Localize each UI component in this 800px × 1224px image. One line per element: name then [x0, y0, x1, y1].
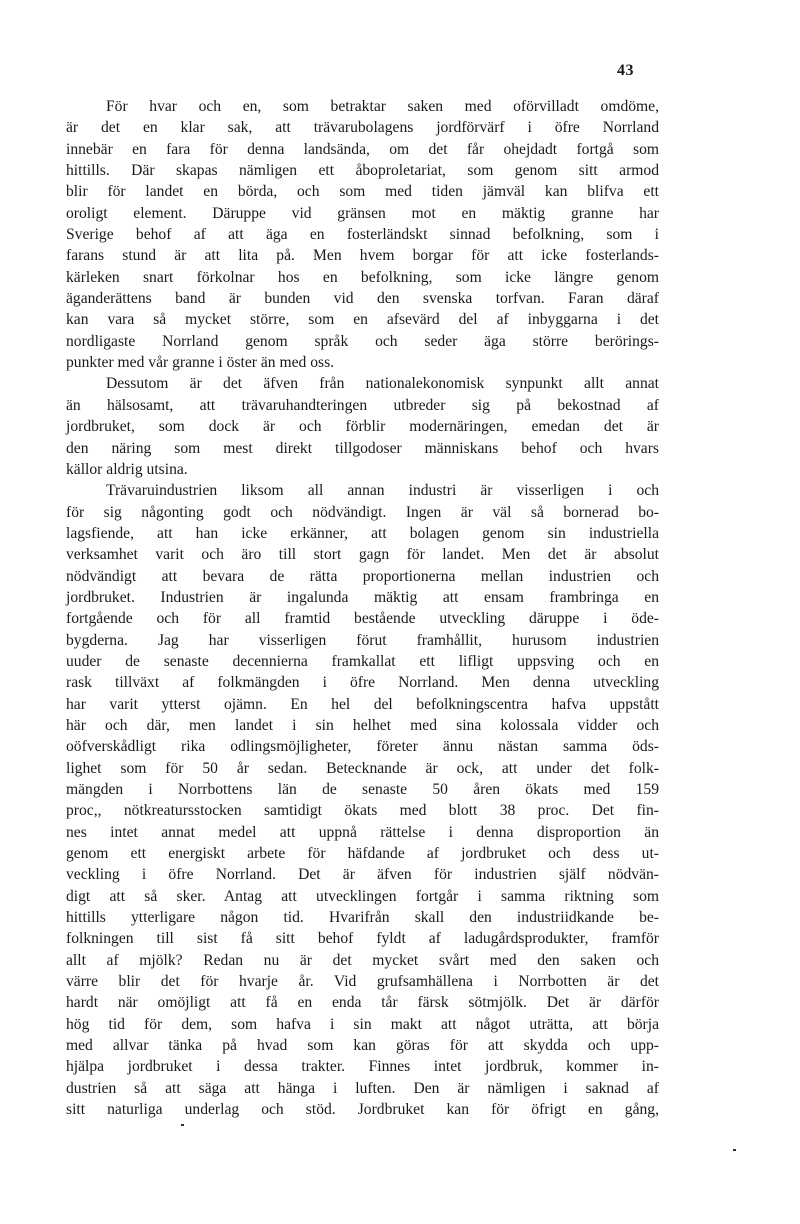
text-line: sitt naturliga underlag och stöd. Jordbruket kan för öfrigt en gång,: [66, 1101, 659, 1119]
text-line: hardt när omöjligt att få en enda tår färsk sötmjölk. Det är därför: [66, 994, 659, 1012]
text-line: är det en klar sak, att trävarubolagens jordförvärf i öfre Norrland: [66, 119, 659, 137]
text-line: För hvar och en, som betraktar saken med oförvilladt omdöme,: [106, 98, 659, 115]
text-line: jordbruket. Industrien är ingalunda mäktig att ensam frambringa en: [66, 588, 659, 606]
text-line: fortgående och för all framtid bestående utveckling däruppe i öde-: [66, 610, 659, 628]
text-line: dustrien så att säga att hänga i luften. Den är nämligen i saknad af: [66, 1079, 659, 1097]
text-line: än hälsosamt, att trävaruhandteringen utbreder sig på bekostnad af: [66, 396, 659, 414]
text-line: kärleken snart förkolnar hos en befolkning, som icke längre genom: [66, 268, 659, 286]
text-line: äganderättens band är bunden vid den svenska torfvan. Faran däraf: [66, 290, 659, 308]
text-line: med allvar tänka på hvad som kan göras för att skydda och upp-: [66, 1037, 659, 1055]
text-line: värre blir det för hvarje år. Vid grufsamhällena i Norrbotten är det: [66, 973, 659, 991]
text-line: källor aldrig utsina.: [66, 460, 188, 478]
text-line: kan vara så mycket större, som en afsevärd del af inbyggarna i det: [66, 311, 659, 329]
text-line: bygderna. Jag har visserligen förut framhållit, hurusom industrien: [66, 631, 659, 649]
text-line: Sverige behof af att äga en fosterländskt sinnad befolkning, som i: [66, 226, 659, 244]
text-line: har varit ytterst ojämn. En hel del befolkningscentra hafva uppstått: [66, 695, 659, 713]
text-line: verksamhet varit och äro till stort gagn för landet. Men det är absolut: [66, 546, 659, 564]
text-line: Dessutom är det äfven från nationalekonomisk synpunkt allt annat: [106, 375, 659, 393]
scan-speck: [733, 1149, 736, 1151]
text-line: punkter med vår granne i öster än med oss.: [66, 354, 335, 372]
text-line: folkningen till sist få sitt behof fyldt af ladugårdsprodukter, framför: [66, 930, 659, 948]
scan-speck: [181, 1124, 184, 1126]
text-line: blir för landet en börda, och som med tiden jämväl kan blifva ett: [66, 183, 659, 201]
text-line: lagsfiende, att han icke erkänner, att bolagen genom sin industriella: [66, 524, 659, 542]
text-line: lighet som för 50 år sedan. Betecknande är ock, att under det folk-: [66, 759, 659, 777]
text-line: rask tillväxt af folkmängden i öfre Norrland. Men denna utveckling: [66, 674, 659, 692]
text-line: innebär en fara för denna landsända, om det får ohejdadt fortgå som: [66, 140, 659, 158]
text-line: veckling i öfre Norrland. Det är äfven för industrien själf nödvän-: [66, 866, 659, 884]
text-line: mängden i Norrbottens län de senaste 50 åren ökats med 159: [66, 781, 659, 798]
text-line: digt att så sker. Antag att utvecklingen fortgår i samma riktning som: [66, 887, 659, 905]
text-line: här och där, men landet i sin helhet med sina kolossala vidder och: [66, 716, 659, 734]
text-line: hjälpa jordbruket i dessa trakter. Finnes intet jordbruk, kommer in-: [66, 1058, 659, 1076]
text-line: nes intet annat medel att uppnå rättelse i denna disproportion än: [66, 823, 659, 841]
text-line: proc,, nötkreatursstocken samtidigt ökats med blott 38 proc. Det fin-: [66, 802, 659, 820]
text-line: hittills ytterligare någon tid. Hvarifrån skall den industriidkande be-: [66, 909, 659, 927]
text-line: nordligaste Norrland genom språk och seder äga större berörings-: [66, 332, 659, 350]
text-line: uuder de senaste decennierna framkallat ett lifligt uppsving och en: [66, 652, 659, 670]
text-line: oöfverskådligt rika odlingsmöjligheter, företer ännu nästan samma öds-: [66, 738, 659, 756]
body-text: [66, 96, 659, 1121]
text-line: oroligt element. Däruppe vid gränsen mot en mäktig granne har: [66, 204, 659, 222]
page-number: 43: [617, 62, 634, 79]
text-line: allt af mjölk? Redan nu är det mycket svårt med den saken och: [66, 951, 659, 969]
text-line: hög tid för dem, som hafva i sin makt att något uträtta, att börja: [66, 1015, 659, 1033]
text-line: nödvändigt att bevara de rätta proportionerna mellan industrien och: [66, 567, 659, 585]
text-line: genom ett energiskt arbete för häfdande af jordbruket och dess ut-: [66, 845, 659, 863]
text-line: den näring som mest direkt tillgodoser människans behof och hvars: [66, 439, 659, 457]
text-line: jordbruket, som dock är och förblir modernäringen, emedan det är: [66, 418, 659, 436]
text-line: farans stund är att lita på. Men hvem borgar för att icke fosterlands-: [66, 247, 659, 265]
text-line: Trävaruindustrien liksom all annan industri är visserligen i och: [106, 482, 659, 500]
text-line: för sig någonting godt och nödvändigt. Ingen är väl så bornerad bo-: [66, 503, 659, 521]
text-line: hittills. Där skapas nämligen ett åboproletariat, som genom sitt armod: [66, 162, 659, 180]
